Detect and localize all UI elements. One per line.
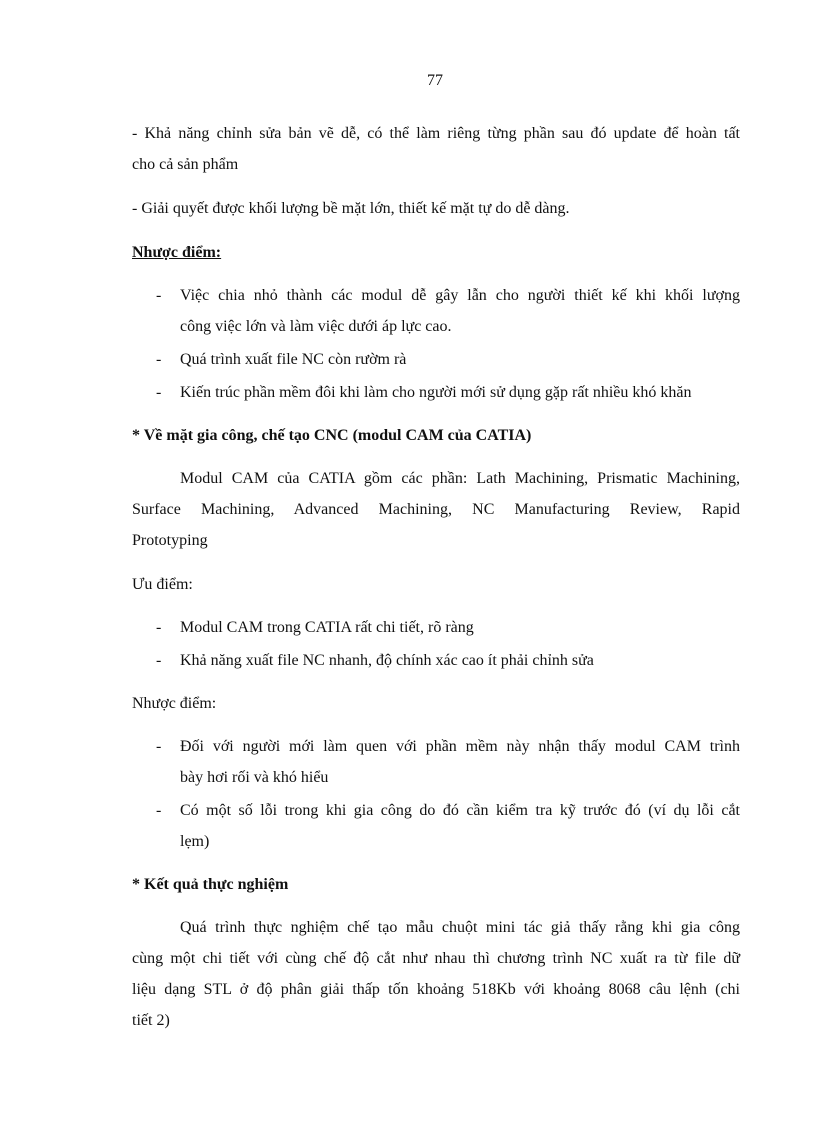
page-content: [132, 118, 740, 1049]
results-line-3: liệu dạng STL ở độ phân giải thấp tốn khoảng 518Kb với khoảng 8068 câu lệnh (chi: [132, 981, 740, 998]
cam-description: [132, 463, 740, 556]
cam-cons-list: [132, 731, 740, 857]
results-paragraph: [132, 912, 740, 1036]
list-item: [132, 795, 740, 857]
list-item-line-1: Có một số lỗi trong khi gia công do đó cần kiểm tra kỹ trước đó (ví dụ lỗi cắt: [180, 802, 740, 819]
cam-desc-line-1: Modul CAM của CATIA gồm các phần: Lath Machining, Prismatic Machining,: [180, 470, 740, 487]
list-item-line-1: Modul CAM trong CATIA rất chi tiết, rõ ràng: [180, 619, 474, 636]
intro-paragraph-2: [132, 193, 740, 224]
cam-section-heading: * Về mặt gia công, chế tạo CNC (modul CAM của CATIA): [132, 427, 532, 444]
dash-bullet: -: [156, 384, 162, 401]
list-item-line-1: Việc chia nhỏ thành các modul dễ gây lẫn cho người thiết kế khi khối lượng: [180, 287, 740, 304]
list-item-line-1: Quá trình xuất file NC còn rườm rà: [180, 351, 407, 368]
cam-desc-line-3: Prototyping: [132, 532, 208, 549]
list-item-line-1: Khả năng xuất file NC nhanh, độ chính xác cao ít phải chỉnh sửa: [180, 652, 594, 669]
cam-pros-list: [132, 612, 740, 676]
dash-bullet: -: [156, 802, 162, 819]
list-item: [132, 612, 740, 643]
list-item: [132, 377, 740, 408]
cam-pros-label: Ưu điểm:: [132, 576, 193, 593]
results-line-1: Quá trình thực nghiệm chế tạo mẫu chuột mini tác giả thấy rằng khi gia công: [180, 919, 740, 936]
page-number: 77: [427, 72, 443, 89]
list-item: [132, 731, 740, 793]
intro-p2-line: - Giải quyết được khối lượng bề mặt lớn, thiết kế mặt tự do dễ dàng.: [132, 200, 570, 217]
cad-cons-list: [132, 280, 740, 408]
list-item-line-2: bày hơi rối và khó hiểu: [180, 769, 329, 786]
intro-p1-line-1: - Khả năng chỉnh sửa bản vẽ dễ, có thể làm riêng từng phần sau đó update để hoàn tất: [132, 125, 740, 142]
results-line-2: cùng một chi tiết với cùng chế độ cắt như nhau thì chương trình NC xuất ra từ file dữ: [132, 950, 740, 967]
list-item-line-2: lẹm): [180, 833, 210, 850]
dash-bullet: -: [156, 652, 162, 669]
list-item: [132, 280, 740, 342]
dash-bullet: -: [156, 287, 162, 304]
cad-cons-heading: Nhược điểm:: [132, 244, 222, 261]
dash-bullet: -: [156, 738, 162, 755]
results-heading: * Kết quả thực nghiệm: [132, 876, 289, 893]
intro-paragraph-1: [132, 118, 740, 180]
list-item: [132, 344, 740, 375]
results-line-4: tiết 2): [132, 1012, 170, 1029]
intro-p1-line-2: cho cả sản phẩm: [132, 156, 239, 173]
dash-bullet: -: [156, 619, 162, 636]
list-item-line-1: Đối với người mới làm quen với phần mềm này nhận thấy modul CAM trình: [180, 738, 740, 755]
list-item-line-1: Kiến trúc phần mềm đôi khi làm cho người mới sử dụng gặp rất nhiều khó khăn: [180, 384, 692, 401]
list-item: [132, 645, 740, 676]
dash-bullet: -: [156, 351, 162, 368]
list-item-line-2: công việc lớn và làm việc dưới áp lực cao.: [180, 318, 452, 335]
cam-cons-label: Nhược điểm:: [132, 695, 217, 712]
cam-desc-line-2: Surface Machining, Advanced Machining, NC Manufacturing Review, Rapid: [132, 501, 740, 518]
